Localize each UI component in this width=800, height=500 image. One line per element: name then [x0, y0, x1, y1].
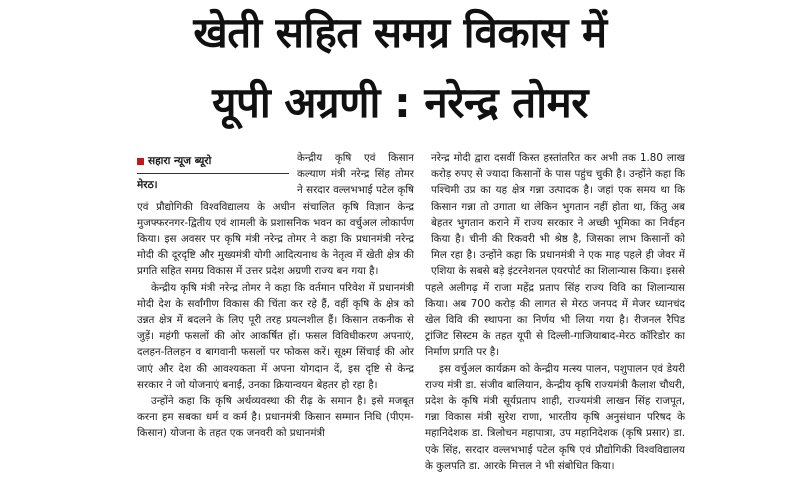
dateline: मेरठ। [137, 179, 158, 191]
paragraph: केन्द्रीय कृषि एवं किसान कल्याण मंत्री नरेन्द्र सिंह तोमर ने सरदार वल्लभभाई पटेल कृषि एवं प्रौद्योगिकी विश्वविद्यालय के अधीन संचालित कृषि विज्ञान केन्द्र मुजफ्फरनगर-द्वितीय एवं शामली के प्रशासनिक भवन का वर्चुअल लोकार्पण किया। इस अवसर पर कृषि मंत्री नरेन्द्र तोमर ने कहा कि प्रधानमंत्री नरेन्द्र मोदी की दूरदृष्टि और मुख्यमंत्री योगी आदित्यनाथ के नेतृत्व में खेती क्षेत्र की प्रगति सहित समग्र विकास में उत्तर प्रदेश अग्रणी राज्य बन गया है। [137, 152, 414, 278]
article-column-2 [425, 150, 685, 500]
article-column-1 [137, 150, 414, 500]
byline-source: सहारा न्यूज ब्यूरो [148, 155, 212, 167]
byline-box [137, 150, 289, 194]
byline-divider [137, 173, 289, 174]
article-body [137, 150, 797, 500]
paragraph: उन्होंने कहा कि कृषि अर्थव्यवस्था की रीढ़ के समान है। इसे मजबूत करना हम सबका धर्म व कर्म है। प्रधानमंत्री किसान सम्मान निधि (पीएम-किसान) योजना के तहत एक जनवरी को प्रधानमंत्री [137, 395, 414, 440]
headline [0, 2, 800, 134]
headline-line-1: खेती सहित समग्र विकास में [193, 8, 607, 57]
headline-line-2: यूपी अग्रणी : नरेन्द्र तोमर [212, 78, 588, 127]
byline [137, 154, 289, 169]
red-square-bullet-icon [137, 158, 144, 165]
paragraph: इस वर्चुअल कार्यक्रम को केन्द्रीय मत्स्य पालन, पशुपालन एवं डेयरी राज्य मंत्री डा. संजीव बालियान, केन्द्रीय कृषि राज्यमंत्री कैलाश चौधरी, प्रदेश के कृषि मंत्री सूर्यप्रताप शाही, राज्यमंत्री लाखन सिंह राजपूत, गन्ना विकास मंत्री सुरेश राणा, भारतीय कृषि अनुसंधान परिषद के महानिदेशक डा. त्रिलोचन महापात्रा, उप महानिदेशक (कृषि प्रसार) डा. एके सिंह, सरदार वल्लभभाई पटेल कृषि एवं प्रौद्योगिकी विश्वविद्यालय के कुलपति डा. आरके मित्तल ने भी संबोधित किया। [425, 362, 685, 472]
paragraph: केन्द्रीय कृषि मंत्री नरेन्द्र तोमर ने कहा कि वर्तमान परिवेश में प्रधानमंत्री मोदी देश के सर्वांगीण विकास की चिंता कर रहे हैं, वहीं कृषि के क्षेत्र को उन्नत क्षेत्र में बदलने के लिए पूरी तरह प्रयत्नशील हैं। किसान तकनीक से जुड़ें। महंगी फसलों की ओर आकर्षित हों। फसल विविधीकरण अपनाएं, दलहन-तिलहन व बागवानी फसलों पर फोकस करें। सूक्ष्म सिंचाई की ओर जाएं और देश की आवश्यकता में अपना योगदान दें, इस दृष्टि से केन्द्र सरकार ने जो योजनाएं बनाईं, उनका क्रियान्वयन बेहतर हो रहा है। [137, 281, 414, 391]
paragraph: नरेन्द्र मोदी द्वारा दसवीं किस्त हस्तांतरित कर अभी तक 1.80 लाख करोड़ रुपए से ज्यादा किसानों के पास पहुंच चुकी है। उन्होंने कहा कि पश्चिमी उप्र का यह क्षेत्र गन्ना उत्पादक है। जहां एक समय था कि किसान गन्ना तो उगाता था लेकिन भुगतान नहीं होता था, किंतु अब बेहतर भुगतान कराने में राज्य सरकार ने अच्छी भूमिका का निर्वहन किया है। चीनी की रिकवरी भी श्रेष्ठ है, जिसका लाभ किसानों को मिल रहा है। उन्होंने कहा कि प्रधानमंत्री ने एक माह पहले ही जेवर में एशिया के सबसे बड़े इंटरनेशनल एयरपोर्ट का शिलान्यास किया। इससे पहले अलीगढ़ में राजा महेंद्र प्रताप सिंह राज्य विवि का शिलान्यास किया। अब 700 करोड़ की लागत से मेरठ जनपद में मेजर ध्यानचंद खेल विवि की स्थापना का निर्णय भी लिया गया है। रीजनल रैपिड ट्रांजिट सिस्टम के तहत यूपी से दिल्ली-गाजियाबाद-मेरठ कॉरिडोर का निर्माण प्रगति पर है। [425, 152, 685, 359]
